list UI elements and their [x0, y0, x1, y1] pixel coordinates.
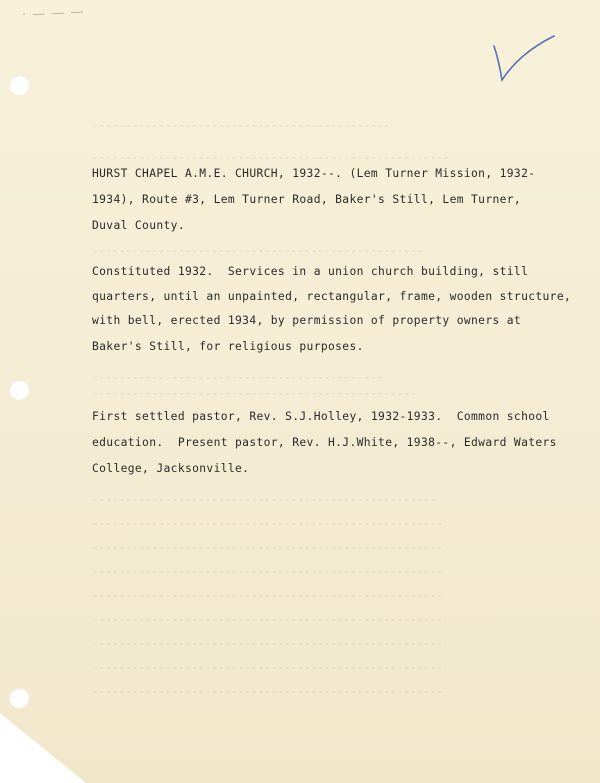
- paragraph-3-line-2: education. Present pastor, Rev. H.J.White, 1938--, Edward Waters: [92, 436, 557, 449]
- paragraph-3-line-3: College, Jacksonville.: [92, 462, 250, 475]
- paragraph-1-line-3: Duval County.: [92, 219, 185, 232]
- paragraph-1-line-2: 1934), Route #3, Lem Turner Road, Baker's Still, Lem Turner,: [92, 193, 522, 206]
- paragraph-2-line-1: Constituted 1932. Services in a union church building, still: [92, 265, 529, 278]
- paragraph-1-line-1: HURST CHAPEL A.M.E. CHURCH, 1932--. (Lem Turner Mission, 1932-: [92, 167, 536, 180]
- punch-hole-middle: [9, 380, 29, 400]
- paragraph-3-line-1: First settled pastor, Rev. S.J.Holley, 1932-1933. Common school: [92, 410, 550, 423]
- paragraph-2-line-4: Baker's Still, for religious purposes.: [92, 340, 364, 353]
- bleed-through-text: --------------------------------------------- ------------------------------------------------------ -------------------------------------------------- -------------------------------------------- ------------------------------------------------- ---------------------------------------------------- ----------------------------------------------------- ----------------------------------------------------- ----------------------------------------------------- ----------------------------------------------------- ----------------------------------------------------- ----------------------------------------------------- ----------------------------------------------------- -----------------------------------------------------: [92, 120, 450, 699]
- header-pencil-mark: · — — —: [21, 4, 85, 23]
- checkmark-icon: [488, 32, 558, 84]
- torn-corner: [0, 713, 86, 783]
- paragraph-2-line-3: with bell, erected 1934, by permission of property owners at: [92, 314, 522, 327]
- punch-hole-top: [9, 75, 29, 95]
- punch-hole-bottom: [9, 688, 29, 708]
- paragraph-2-line-2: quarters, until an unpainted, rectangular, frame, wooden structure,: [92, 290, 572, 303]
